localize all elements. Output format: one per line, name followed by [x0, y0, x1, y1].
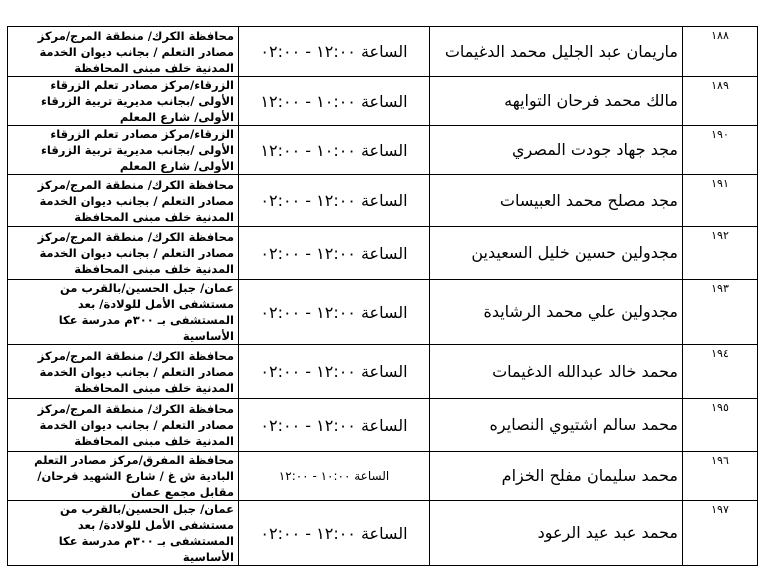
- session-time: الساعة ١٢:٠٠ - ٠٢:٠٠: [239, 27, 430, 77]
- candidate-name: مجدولين علي محمد الرشايدة: [430, 280, 683, 345]
- table-row: [8, 227, 758, 280]
- row-number: ١٨٨: [683, 27, 758, 77]
- candidate-name: محمد خالد عبدالله الدغيمات: [430, 345, 683, 399]
- session-time: الساعة ١٢:٠٠ - ٠٢:٠٠: [239, 399, 430, 452]
- row-number: ١٩٤: [683, 345, 758, 399]
- row-number: ١٩٦: [683, 452, 758, 501]
- exam-location: عمان/ جبل الحسين/بالقرب من مستشفى الأمل للولادة/ بعد المستشفى بـ ٣٠٠م مدرسة عكا الأساسية: [8, 280, 239, 345]
- row-number: ١٩٠: [683, 126, 758, 175]
- table-row: [8, 280, 758, 345]
- exam-location: محافظة الكرك/ منطقة المرج/مركز مصادر التعلم / بجانب ديوان الخدمة المدنية خلف مبنى المحافظة: [8, 227, 239, 280]
- table-row: [8, 27, 758, 77]
- row-number: ١٩٧: [683, 501, 758, 566]
- session-time: الساعة ١٢:٠٠ - ٠٢:٠٠: [239, 175, 430, 227]
- exam-location: محافظة الكرك/ منطقة المرج/مركز مصادر التعلم / بجانب ديوان الخدمة المدنية خلف مبنى المحافظة: [8, 175, 239, 227]
- row-number: ١٩١: [683, 175, 758, 227]
- table-row: [8, 399, 758, 452]
- row-number: ١٩٥: [683, 399, 758, 452]
- candidate-name: محمد سالم اشتيوي النصايره: [430, 399, 683, 452]
- session-time: الساعة ١٢:٠٠ - ٠٢:٠٠: [239, 280, 430, 345]
- candidate-name: مجد مصلح محمد العبيسات: [430, 175, 683, 227]
- session-time: الساعة ١٢:٠٠ - ٠٢:٠٠: [239, 345, 430, 399]
- schedule-table: [7, 26, 758, 566]
- exam-location: الزرقاء/مركز مصادر تعلم الزرقاء الأولى /بجانب مديرية تربية الزرقاء الأولى/ شارع المعلم: [8, 126, 239, 175]
- table-row: [8, 126, 758, 175]
- table-row: [8, 452, 758, 501]
- row-number: ١٩٣: [683, 280, 758, 345]
- session-time: الساعة ١٢:٠٠ - ٠٢:٠٠: [239, 501, 430, 566]
- session-time: الساعة ١٢:٠٠ - ٠٢:٠٠: [239, 227, 430, 280]
- candidate-name: مجدولين حسين خليل السعيدين: [430, 227, 683, 280]
- row-number: ١٩٢: [683, 227, 758, 280]
- candidate-name: مجد جهاد جودت المصري: [430, 126, 683, 175]
- session-time: الساعة ١٠:٠٠ - ١٢:٠٠: [239, 126, 430, 175]
- exam-location: محافظة الكرك/ منطقة المرج/مركز مصادر التعلم / بجانب ديوان الخدمة المدنية خلف مبنى المحافظة: [8, 345, 239, 399]
- exam-location: عمان/ جبل الحسين/بالقرب من مستشفى الأمل للولادة/ بعد المستشفى بـ ٣٠٠م مدرسة عكا الأساسية: [8, 501, 239, 566]
- exam-location: محافظة الكرك/ منطقة المرج/مركز مصادر التعلم / بجانب ديوان الخدمة المدنية خلف مبنى المحافظة: [8, 27, 239, 77]
- session-time: الساعة ١٠:٠٠ - ١٢:٠٠: [239, 452, 430, 501]
- table-row: [8, 345, 758, 399]
- candidate-name: محمد عبد عيد الرعود: [430, 501, 683, 566]
- table-row: [8, 175, 758, 227]
- session-time: الساعة ١٠:٠٠ - ١٢:٠٠: [239, 77, 430, 126]
- table-row: [8, 501, 758, 566]
- exam-location: محافظة الكرك/ منطقة المرج/مركز مصادر التعلم / بجانب ديوان الخدمة المدنية خلف مبنى المحافظة: [8, 399, 239, 452]
- row-number: ١٨٩: [683, 77, 758, 126]
- table-row: [8, 77, 758, 126]
- exam-location: محافظة المفرق/مركز مصادر التعلم البادية ش غ / شارع الشهيد فرحان/ مقابل مجمع عمان: [8, 452, 239, 501]
- candidate-name: مالك محمد فرحان التوايهه: [430, 77, 683, 126]
- candidate-name: ماريمان عبد الجليل محمد الدغيمات: [430, 27, 683, 77]
- exam-location: الزرقاء/مركز مصادر تعلم الزرقاء الأولى /بجانب مديرية تربية الزرقاء الأولى/ شارع المعلم: [8, 77, 239, 126]
- candidate-name: محمد سليمان مفلح الخزام: [430, 452, 683, 501]
